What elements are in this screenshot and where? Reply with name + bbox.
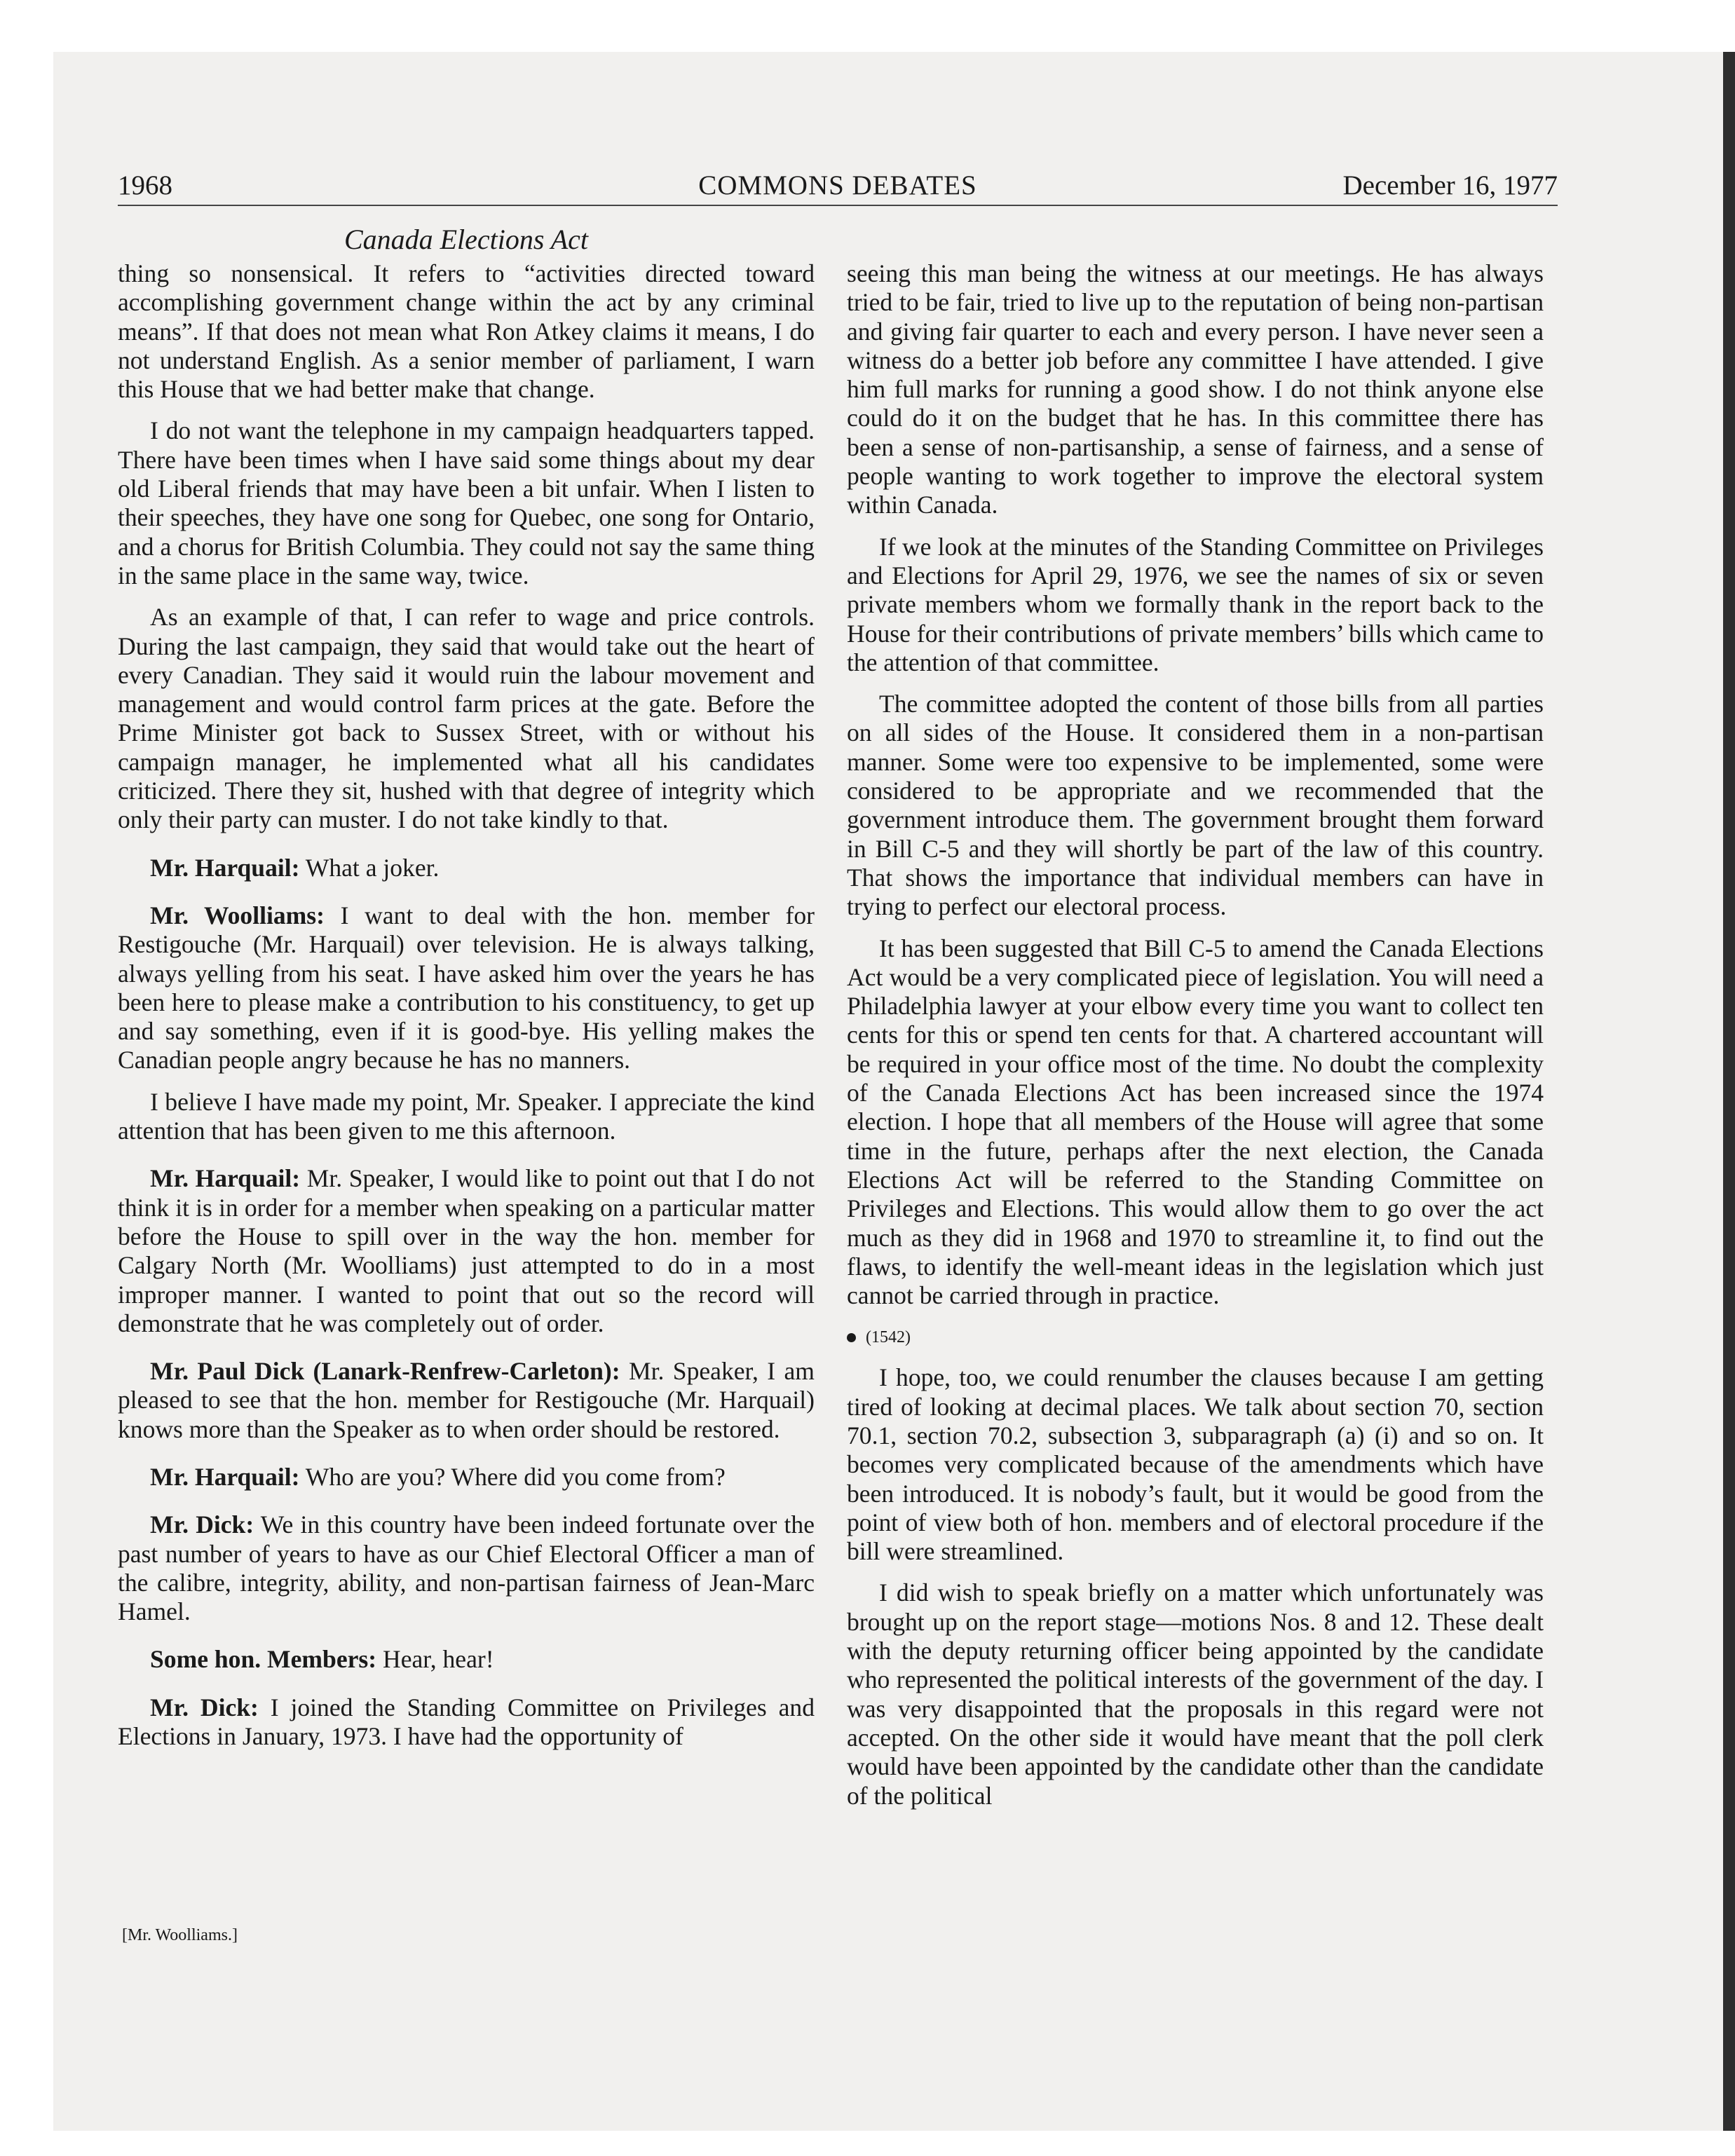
speaker-name: Mr. Paul Dick (Lanark-Renfrew-Carleton): bbox=[150, 1357, 620, 1386]
speech-text: Mr. Speaker, I am pleased to see that the hon. member for Restigouche (Mr. Harquail) knows more than the Speaker as to when order should be restored. bbox=[118, 1357, 815, 1443]
paragraph: I hope, too, we could renumber the clauses because I am getting tired of looking at decimal places. We talk about section 70, section 70.1, section 70.2, subsection 3, subparagraph (a) (i) and so on. It becomes very complicated because of the amendments which have been introduced. It is nobody’s fault, but it would be good from the point of view both of hon. members and of electoral procedure if the bill were streamlined. bbox=[847, 1363, 1544, 1566]
page-number: 1968 bbox=[118, 170, 172, 200]
speech-text: Mr. Speaker, I would like to point out that I do not think it is in order for a member when speaking on a particular matter before the House to spill over in the way the hon. member for Calgary North (Mr. Woolliams) just attempted to do in a most improper manner. I wanted to point that out so the record will demonstrate that he was completely out of order. bbox=[118, 1164, 815, 1337]
speech-text: I joined the Standing Committee on Privileges and Elections in January, 1973. I have had the opportunity of bbox=[118, 1693, 815, 1751]
speech bbox=[118, 1645, 815, 1674]
paragraph: I do not want the telephone in my campaign headquarters tapped. There have been times when I have said some things about my dear old Liberal friends that may have been a bit unfair. When I listen to their speeches, they have one song for Quebec, one song for Ontario, and a chorus for British Columbia. They could not say the same thing in the same place in the same way, twice. bbox=[118, 416, 815, 589]
paragraph: It has been suggested that Bill C-5 to amend the Canada Elections Act would be a very complicated piece of legislation. You will need a Philadelphia lawyer at your elbow every time you want to collect ten cents for this or spend ten cents for that. A chartered accountant will be required in your office most of the time. No doubt the complexity of the Canada Elections Act has been increased since the 1974 election. I hope that all members of the House will agree that some time in the future, perhaps after the next election, the Canada Elections Act will be referred to the Standing Committee on Privileges and Elections. This would allow them to go over the act much as they did in 1968 and 1970 to streamline it, to find out the flaws, to identify the well-meant ideas in the legislation which just cannot be carried through in practice. bbox=[847, 934, 1544, 1310]
speaker-name: Mr. Dick: bbox=[150, 1693, 259, 1721]
speech bbox=[118, 1463, 815, 1492]
time-marker-text: (1542) bbox=[866, 1328, 911, 1347]
speech-text: What a joker. bbox=[299, 853, 440, 882]
paragraph: I believe I have made my point, Mr. Speaker. I appreciate the kind attention that has been given to me this afternoon. bbox=[118, 1087, 815, 1145]
speech bbox=[118, 1164, 815, 1338]
scan-edge-strip bbox=[1723, 52, 1735, 2131]
speaker-name: Mr. Harquail: bbox=[150, 1164, 301, 1193]
speaker-name: Mr. Woolliams: bbox=[150, 901, 325, 929]
publication-title: COMMONS DEBATES bbox=[698, 170, 977, 200]
speech-text: I want to deal with the hon. member for Restigouche (Mr. Harquail) over television. He is always talking, always yelling from his seat. I have asked him over the years he has been here to please make a contribution to his constituency, to get up and say something, even if it is good-bye. His yelling makes the Canadian people angry because he has no manners. bbox=[118, 901, 815, 1074]
page-header bbox=[118, 168, 1558, 203]
left-column bbox=[118, 259, 815, 1763]
paragraph: As an example of that, I can refer to wage and price controls. During the last campaign, they said that would take out the heart of every Canadian. They said it would ruin the labour movement and management and would control farm prices at the gate. Before the Prime Minister got back to Sussex Street, with or without his campaign manager, he implemented what all his candidates criticized. There they sit, hushed with that degree of integrity which only their party can muster. I do not take kindly to that. bbox=[118, 603, 815, 834]
speaker-name: Mr. Harquail: bbox=[150, 1462, 300, 1491]
paragraph: thing so nonsensical. It refers to “activities directed toward accomplishing government change within the act by any criminal means”. If that does not mean what Ron Atkey claims it means, I do not understand English. As a senior member of parliament, I warn this House that we had better make that change. bbox=[118, 259, 815, 404]
paragraph: I did wish to speak briefly on a matter which unfortunately was brought up on the report stage—motions Nos. 8 and 12. These dealt with the deputy returning officer being appointed by the candidate who represented the political interests of the government of the day. I was very disappointed that the proposals in this regard were not accepted. On the other side it would have meant that the poll clerk would have been appointed by the candidate other than the candidate of the political bbox=[847, 1578, 1544, 1810]
speech bbox=[118, 1510, 815, 1626]
page-date: December 16, 1977 bbox=[1342, 170, 1558, 200]
header-divider bbox=[118, 205, 1558, 206]
speech bbox=[118, 1357, 815, 1444]
right-column bbox=[847, 259, 1544, 1823]
speaker-name: Some hon. Members: bbox=[150, 1645, 377, 1674]
speech-text: Who are you? Where did you come from? bbox=[299, 1462, 726, 1491]
speaker-name: Mr. Harquail: bbox=[150, 853, 300, 882]
paragraph: seeing this man being the witness at our meetings. He has always tried to be fair, tried to live up to the reputation of being non-partisan and giving fair quarter to each and every person. I have never seen a witness do a better job before any committee I have attended. I give him full marks for running a good show. I do not think anyone else could do it on the budget that he has. In this committee there has been a sense of non-partisanship, a sense of fairness, and a sense of people wanting to work together to improve the electoral system within Canada. bbox=[847, 259, 1544, 519]
section-title: Canada Elections Act bbox=[343, 224, 589, 255]
speaker-footnote: [Mr. Woolliams.] bbox=[122, 1926, 238, 1944]
paragraph: If we look at the minutes of the Standing Committee on Privileges and Elections for April 29, 1976, we see the names of six or seven private members whom we formally thank in the report back to the House for their contributions of private members’ bills which came to the attention of that committee. bbox=[847, 532, 1544, 676]
time-marker bbox=[847, 1327, 1544, 1348]
bullet-icon bbox=[847, 1333, 856, 1342]
speaker-name: Mr. Dick: bbox=[150, 1510, 254, 1539]
speech bbox=[118, 901, 815, 1075]
paragraph: The committee adopted the content of those bills from all parties on all sides of the House. It considered them in a non-partisan manner. Some were too expensive to be implemented, some were considered to be appropriate and we recommended that the government introduce them. The government brought them forward in Bill C-5 and they will shortly be part of the law of this country. That shows the importance that individual members can have in trying to perfect our electoral process. bbox=[847, 690, 1544, 921]
speech-text: Hear, hear! bbox=[376, 1645, 494, 1674]
speech-text: We in this country have been indeed fortunate over the past number of years to have as our Chief Electoral Officer a man of the calibre, integrity, ability, and non-partisan fairness of Jean-Marc Hamel. bbox=[118, 1510, 815, 1626]
speech bbox=[118, 854, 815, 882]
speech bbox=[118, 1693, 815, 1752]
